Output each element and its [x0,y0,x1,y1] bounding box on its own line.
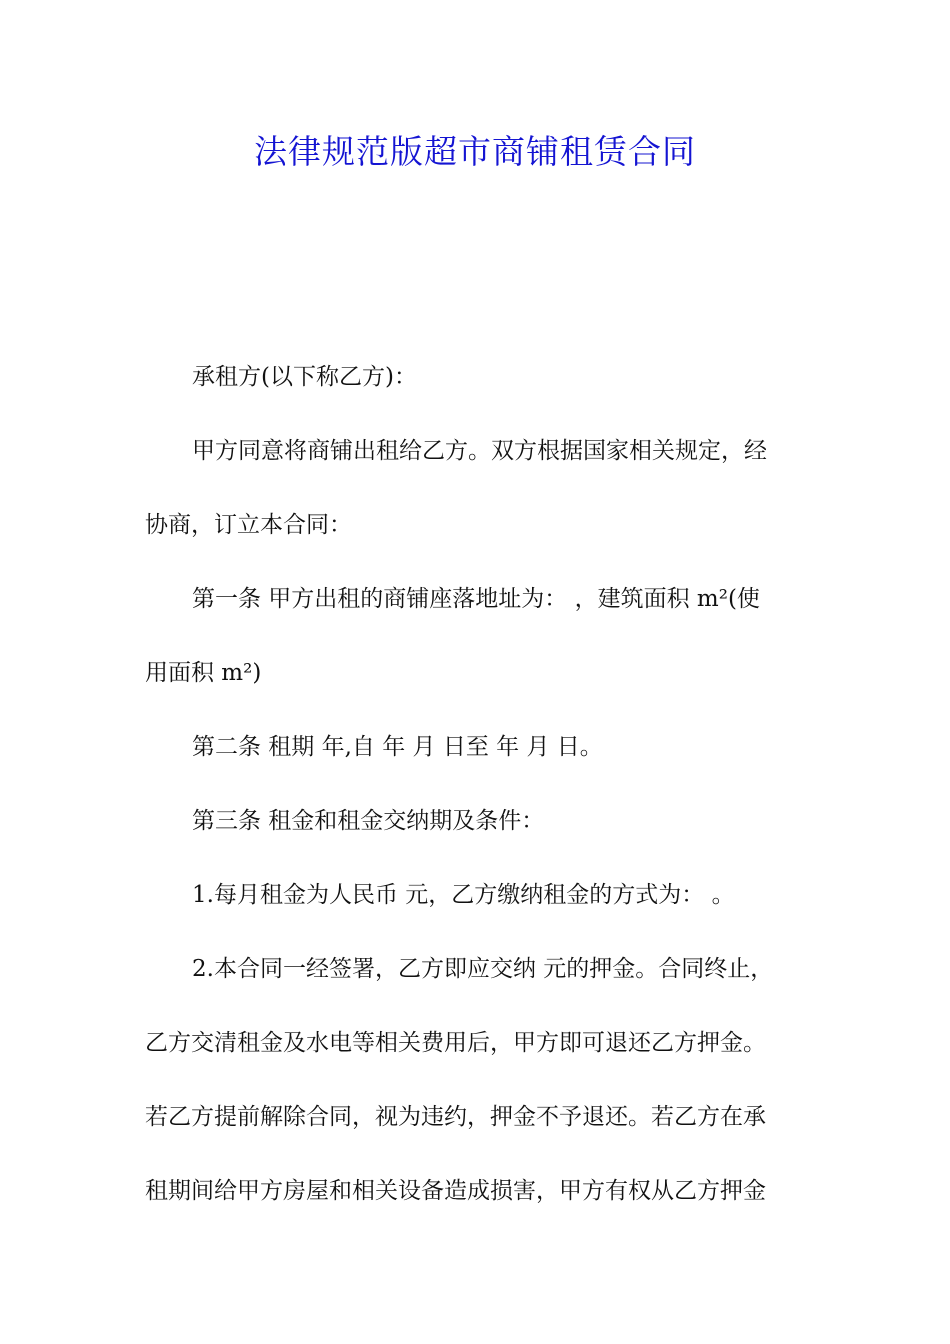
paragraph-rent-item-2 [145,932,813,1228]
text-line: 承租方(以下称乙方)： [192,364,417,390]
text-line: 用面积 m²) [145,660,262,686]
paragraph-article-1 [145,562,813,710]
paragraph-rent-item-1 [145,858,813,932]
text-line: 租期间给甲方房屋和相关设备造成损害，甲方有权从乙方押金 [145,1178,766,1204]
text-line: 若乙方提前解除合同，视为违约，押金不予退还。若乙方在承 [145,1104,766,1130]
text-line: 2.本合同一经签署，乙方即应交纳 元的押金。合同终止， [192,956,774,982]
text-line: 甲方同意将商铺出租给乙方。双方根据国家相关规定，经 [192,438,767,464]
text-line: 第二条 租期 年,自 年 月 日至 年 月 日。 [192,734,603,760]
paragraph-agreement [145,414,813,562]
text-line: 第三条 租金和租金交纳期及条件： [192,808,545,834]
text-line: 乙方交清租金及水电等相关费用后，甲方即可退还乙方押金。 [145,1030,766,1056]
document-body [145,340,813,1228]
paragraph-article-3 [145,784,813,858]
document-title: 法律规范版超市商铺租赁合同 [254,132,696,171]
paragraph-article-2 [145,710,813,784]
text-line: 协商，订立本合同： [145,512,352,538]
text-line: 第一条 甲方出租的商铺座落地址为： ，建筑面积 m²(使 [192,586,760,612]
text-line: 1.每月租金为人民币 元，乙方缴纳租金的方式为： 。 [192,882,735,908]
paragraph-lessee [145,340,813,414]
